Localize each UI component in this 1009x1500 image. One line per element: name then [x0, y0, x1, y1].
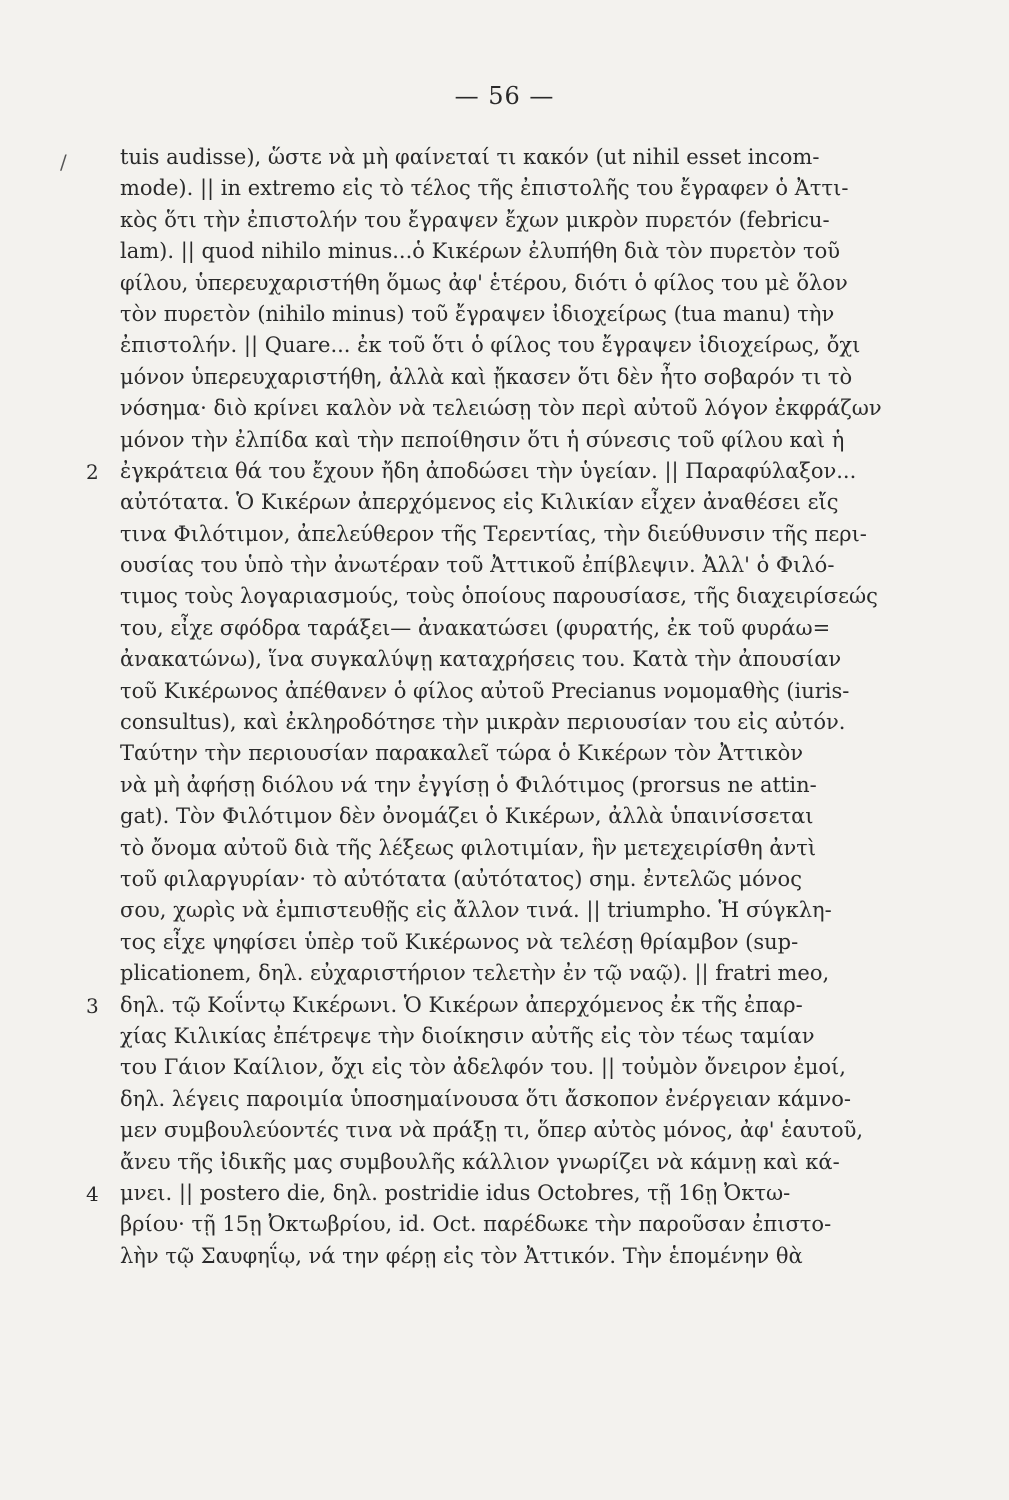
text-line: ουσίας του ὑπὸ τὴν ἀνωτέραν τοῦ Ἀττικοῦ ἐπίβλεψιν. Ἀλλ' ὁ Φιλό-	[120, 553, 835, 578]
text-line: μνει. || postero die, δηλ. postridie idus Octobres, τῇ 16ῃ Ὀκτω-	[120, 1180, 791, 1205]
margin-line-number: 2	[86, 460, 99, 484]
text-line: φίλου, ὑπερευχαριστήθη ὅμως ἀφ' ἑτέρου, διότι ὁ φίλος του μὲ ὅλον	[120, 270, 848, 295]
text-line: ἀνακατώνω), ἵνα συγκαλύψῃ καταχρήσεις του. Κατὰ τὴν ἀπουσίαν	[120, 647, 842, 672]
text-line: αὐτότατα. Ὁ Κικέρων ἀπερχόμενος εἰς Κιλικίαν εἶχεν ἀναθέσει εἴς	[120, 490, 839, 515]
text-line: ἐπιστολήν. || Quare... ἐκ τοῦ ὅτι ὁ φίλος του ἔγραψεν ἰδιοχείρως, ὄχι	[120, 333, 861, 358]
text-line: τοῦ φιλαργυρίαν· τὸ αὐτότατα (αὐτότατος) σημ. ἐντελῶς μόνος	[120, 866, 802, 891]
text-line: του, εἶχε σφόδρα ταράξει— ἀνακατώσει (φυρατής, ἐκ τοῦ φυράω=	[120, 615, 831, 640]
text-line: μόνον ὑπερευχαριστήθη, ἀλλὰ καὶ ᾔκασεν ὅτι δὲν ἦτο σοβαρόν τι τὸ	[120, 364, 853, 389]
text-line: plicationem, δηλ. εὐχαριστήριον τελετὴν ἐν τῷ ναῷ). || fratri meo,	[120, 961, 830, 986]
text-line: νὰ μὴ ἀφήσῃ διόλου νά την ἐγγίσῃ ὁ Φιλότιμος (prorsus ne attin-	[120, 772, 817, 797]
text-line: μόνον τὴν ἐλπίδα καὶ τὴν πεποίθησιν ὅτι ἡ σύνεσις τοῦ φίλου καὶ ἡ	[120, 427, 845, 452]
text-line: τιμος τοὺς λογαριασμούς, τοὺς ὁποίους παρουσίασε, τῆς διαχειρίσεώς	[120, 584, 878, 609]
text-line: κὸς ὅτι τὴν ἐπιστολήν του ἔγραψεν ἔχων μικρὸν πυρετόν (febricu-	[120, 207, 830, 232]
text-line: σου, χωρὶς νὰ ἐμπιστευθῇς εἰς ἄλλον τινά. || triumpho. Ἡ σύγκλη-	[120, 898, 832, 923]
text-line: του Γάιον Καίλιον, ὄχι εἰς τὸν ἀδελφόν του. || τοὐμὸν ὄνειρον ἐμοί,	[120, 1055, 846, 1080]
text-line: Ταύτην τὴν περιουσίαν παρακαλεῖ τώρα ὁ Κικέρων τὸν Ἀττικὸν	[120, 741, 803, 766]
text-line: τὸ ὄνομα αὐτοῦ διὰ τῆς λέξεως φιλοτιμίαν, ἣν μετεχειρίσθη ἀντὶ	[120, 835, 817, 860]
text-line: δηλ. τῷ Κοΐντῳ Κικέρωνι. Ὁ Κικέρων ἀπερχόμενος ἐκ τῆς ἐπαρ-	[120, 992, 803, 1017]
text-line: gat). Τὸν Φιλότιμον δὲν ὀνομάζει ὁ Κικέρων, ἀλλὰ ὑπαινίσσεται	[120, 804, 814, 829]
text-line: λὴν τῷ Σαυφηΐῳ, νά την φέρῃ εἰς τὸν Ἀττικόν. Τὴν ἑπομένην θὰ	[120, 1243, 803, 1268]
text-line: lam). || quod nihilo minus...ὁ Κικέρων ἐλυπήθη διὰ τὸν πυρετὸν τοῦ	[120, 239, 840, 264]
text-line: consultus), καὶ ἐκληροδότησε τὴν μικρὰν περιουσίαν του εἰς αὐτόν.	[120, 710, 846, 735]
text-line: ἐγκράτεια θά του ἔχουν ἤδη ἀποδώσει τὴν ὑγείαν. || Παραφύλαξον...	[120, 458, 857, 483]
text-line: τος εἶχε ψηφίσει ὑπὲρ τοῦ Κικέρωνος νὰ τελέσῃ θρίαμβον (sup-	[120, 929, 799, 954]
text-line: νόσημα· διὸ κρίνει καλὸν νὰ τελειώσῃ τὸν περὶ αὐτοῦ λόγον ἐκφράζων	[120, 396, 882, 421]
text-line: βρίου· τῇ 15ῃ Ὀκτωβρίου, id. Oct. παρέδωκε τὴν παροῦσαν ἐπιστο-	[120, 1212, 832, 1237]
text-line: δηλ. λέγεις παροιμία ὑποσημαίνουσα ὅτι ἄσκοπον ἐνέργειαν κάμνο-	[120, 1086, 852, 1111]
text-line: mode). || in extremo εἰς τὸ τέλος τῆς ἐπιστολῆς του ἔγραφεν ὁ Ἀττι-	[120, 176, 849, 201]
page-number: — 56 —	[454, 82, 555, 110]
text-line: τοῦ Κικέρωνος ἀπέθανεν ὁ φίλος αὐτοῦ Precianus νομομαθὴς (iuris-	[120, 678, 850, 703]
text-line: τινα Φιλότιμον, ἀπελεύθερον τῆς Τερεντίας, τὴν διεύθυνσιν τῆς περι-	[120, 521, 867, 546]
text-block	[120, 142, 950, 1272]
text-line: tuis audisse), ὥστε νὰ μὴ φαίνεταί τι κακόν (ut nihil esset incom-	[120, 145, 820, 169]
text-line: μεν συμβουλεύοντές τινα νὰ πράξῃ τι, ὅπερ αὐτὸς μόνος, ἀφ' ἑαυτοῦ,	[120, 1118, 864, 1143]
margin-line-number: 4	[86, 1182, 99, 1207]
text-line: ἄνευ τῆς ἰδικῆς μας συμβουλῆς κάλλιον γνωρίζει νὰ κάμνῃ καὶ κά-	[120, 1149, 840, 1174]
text-line: τὸν πυρετὸν (nihilo minus) τοῦ ἔγραψεν ἰδιοχείρως (tua manu) τὴν	[120, 301, 835, 326]
margin-line-number: 3	[86, 993, 99, 1018]
stray-mark: /	[60, 150, 67, 174]
text-line: χίας Κιλικίας ἐπέτρεψε τὴν διοίκησιν αὐτῆς εἰς τὸν τέως ταμίαν	[120, 1023, 815, 1048]
